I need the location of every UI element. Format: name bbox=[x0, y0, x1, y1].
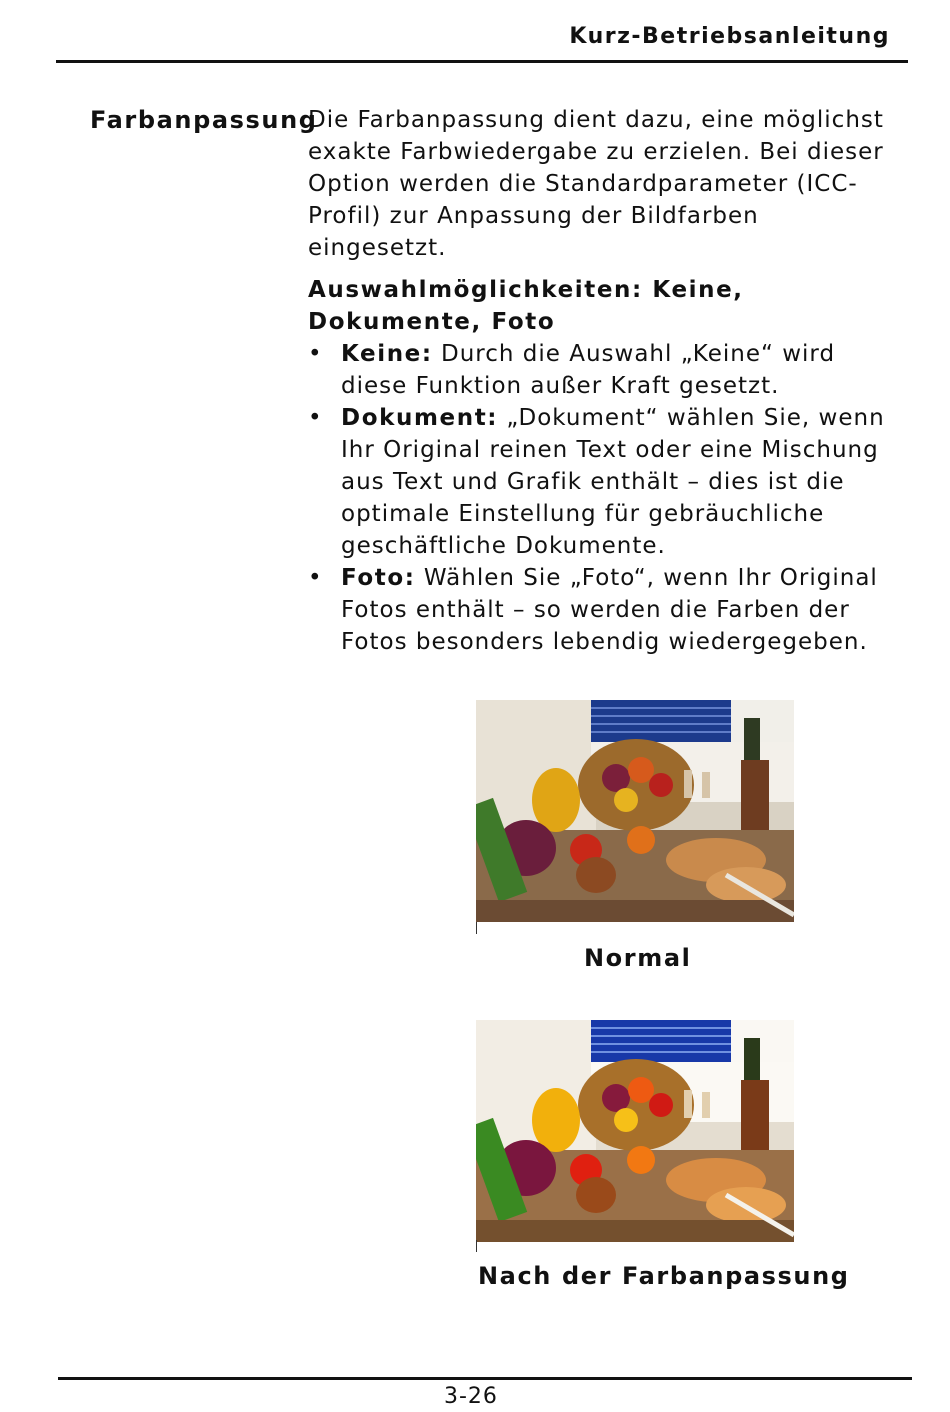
photo-color-adjusted bbox=[476, 1020, 794, 1242]
header-divider bbox=[56, 60, 908, 63]
section-heading: Farbanpassung bbox=[90, 106, 318, 134]
option-term: Foto: bbox=[341, 565, 416, 591]
list-item bbox=[308, 338, 888, 402]
option-term: Dokument: bbox=[341, 405, 499, 431]
bullet-icon: • bbox=[308, 341, 323, 367]
option-description: „Dokument“ wählen Sie, wenn Ihr Original reinen Text oder eine Mischung aus Text und Grafik enthält – dies ist die optimale Einstellung für gebräuchliche geschäftliche Dokumente. bbox=[341, 405, 885, 559]
running-header-title: Kurz-Betriebsanleitung bbox=[569, 24, 890, 49]
bullet-icon: • bbox=[308, 405, 323, 431]
options-list bbox=[308, 338, 888, 658]
photo-normal bbox=[476, 700, 794, 922]
photo-caption: Normal bbox=[584, 944, 692, 972]
section-body bbox=[308, 104, 888, 658]
photo-border-mark bbox=[476, 922, 477, 934]
option-description: Wählen Sie „Foto“, wenn Ihr Original Fotos enthält – so werden die Farben der Fotos besonders lebendig wiedergegeben. bbox=[341, 565, 878, 655]
option-term: Keine: bbox=[341, 341, 433, 367]
list-item bbox=[308, 562, 888, 658]
bullet-icon: • bbox=[308, 565, 323, 591]
intro-paragraph: Die Farbanpassung dient dazu, eine möglichst exakte Farbwiedergabe zu erzielen. Bei dieser Option werden die Standardparameter (ICC-Profil) zur Anpassung der Bildfarben eingesetzt. bbox=[308, 107, 884, 261]
page-number: 3-26 bbox=[444, 1384, 498, 1409]
options-heading: Auswahlmöglichkeiten: Keine, Dokumente, Foto bbox=[308, 277, 744, 335]
option-description: Durch die Auswahl „Keine“ wird diese Funktion außer Kraft gesetzt. bbox=[341, 341, 836, 399]
list-item bbox=[308, 402, 888, 562]
footer-divider bbox=[58, 1377, 912, 1380]
photo-border-mark bbox=[476, 1240, 477, 1252]
photo-caption: Nach der Farbanpassung bbox=[478, 1262, 850, 1290]
